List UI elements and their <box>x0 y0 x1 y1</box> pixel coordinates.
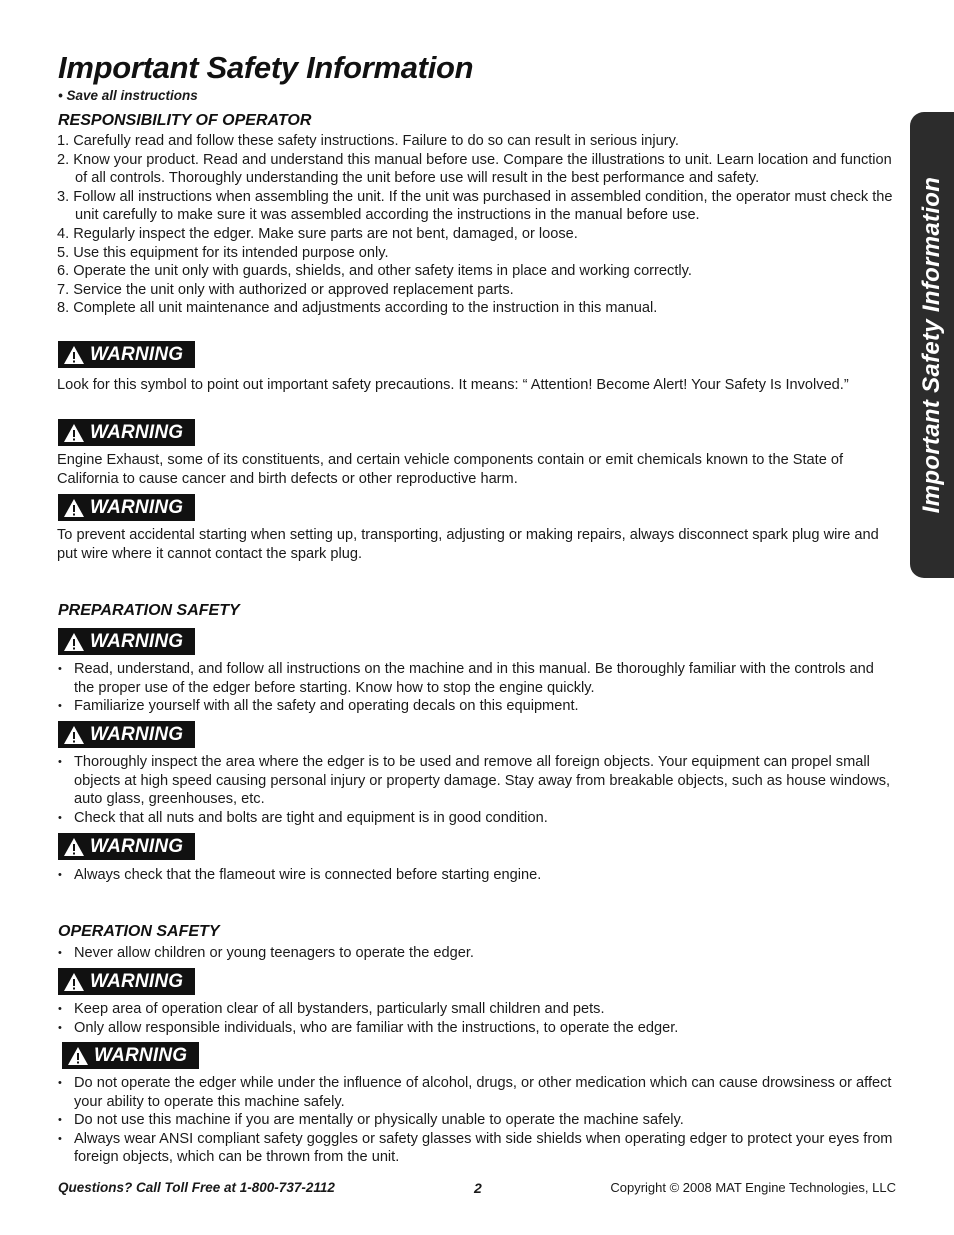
warning-label: WARNING <box>90 496 184 518</box>
operation-group-0 <box>57 944 897 963</box>
list-item: • Always check that the flameout wire is connected before starting engine. <box>58 867 542 883</box>
page-number: 2 <box>474 1180 482 1196</box>
preparation-heading: PREPARATION SAFETY <box>58 602 240 619</box>
page-title: Important Safety Information <box>58 50 474 85</box>
bullet-list <box>57 1000 897 1037</box>
warning-exhaust-text <box>57 451 897 488</box>
preparation-group-3 <box>57 866 897 885</box>
bullet-list <box>57 866 897 885</box>
warning-triangle-icon <box>67 1046 89 1066</box>
paragraph: To prevent accidental starting when setting up, transporting, adjusting or making repairs, always disconnect spark plug wire and put wire where it cannot contact the spark plug. <box>57 527 879 562</box>
warning-symbol-text <box>57 376 897 395</box>
warning-triangle-icon <box>63 345 85 365</box>
bullet-list <box>57 753 897 827</box>
operation-heading: OPERATION SAFETY <box>58 923 220 940</box>
footer-copyright: Copyright © 2008 MAT Engine Technologies, LLC <box>610 1180 896 1195</box>
bullet-list <box>57 660 897 716</box>
warning-triangle-icon <box>63 498 85 518</box>
list-item: 8. Complete all unit maintenance and adjustments according to the instruction in this manual. <box>57 300 658 317</box>
warning-label: WARNING <box>90 723 184 745</box>
list-item: • Always wear ANSI compliant safety goggles or safety glasses with side shields when operating edger to protect your eyes from foreign objects, which can be thrown from the unit. <box>58 1130 893 1166</box>
operation-group-1 <box>57 1000 897 1037</box>
warning-badge <box>58 968 195 995</box>
warning-triangle-icon <box>63 725 85 745</box>
preparation-group-2 <box>57 753 897 827</box>
save-instructions-note: • Save all instructions <box>58 88 198 103</box>
list-item: • Keep area of operation clear of all bystanders, particularly small children and pets. <box>58 1001 605 1017</box>
warning-triangle-icon <box>63 837 85 857</box>
list-item: • Do not use this machine if you are mentally or physically unable to operate the machine safely. <box>58 1112 684 1129</box>
list-item: • Thoroughly inspect the area where the edger is to be used and remove all foreign objects. Your equipment can propel small objects at high speed causing personal injury or property damage. Stay away from breakable objects, such as house windows, auto glass, greenhouses, etc. <box>58 754 891 808</box>
warning-badge <box>58 628 195 655</box>
warning-badge <box>58 419 195 446</box>
warning-badge <box>58 341 195 368</box>
responsibility-list <box>57 132 897 318</box>
responsibility-list-block <box>57 132 897 318</box>
warning-label: WARNING <box>94 1044 188 1066</box>
bullet-list <box>57 944 897 963</box>
list-item: 1. Carefully read and follow these safety instructions. Failure to do so can result in serious injury. <box>57 133 679 149</box>
list-item: • Read, understand, and follow all instructions on the machine and in this manual. Be thoroughly familiar with the controls and the proper use of the edger before starting. Know how to stop the engine quickly. <box>58 661 874 696</box>
warning-label: WARNING <box>90 343 184 365</box>
list-item: • Familiarize yourself with all the safety and operating decals on this equipment. <box>58 698 579 715</box>
paragraph: Engine Exhaust, some of its constituents, and certain vehicle components contain or emit chemicals known to the State of California to cause cancer and birth defects or other reproductive harm. <box>57 452 844 487</box>
list-item: 2. Know your product. Read and understand this manual before use. Compare the illustrations to unit. Learn location and function of all controls. Thoroughly understanding the unit before use will result in the best performance and safety. <box>57 151 892 187</box>
footer-phone: Questions? Call Toll Free at 1-800-737-2112 <box>58 1180 335 1195</box>
warning-label: WARNING <box>90 421 184 443</box>
warning-badge <box>58 721 195 748</box>
warning-triangle-icon <box>63 632 85 652</box>
list-item: 3. Follow all instructions when assembling the unit. If the unit was purchased in assembled condition, the operator must check the unit carefully to make sure it was assembled according the instructions in the manual before use. <box>57 188 893 224</box>
preparation-group-1 <box>57 660 897 716</box>
warning-badge <box>58 833 195 860</box>
list-item: 7. Service the unit only with authorized or approved replacement parts. <box>57 281 514 298</box>
warning-triangle-icon <box>63 972 85 992</box>
list-item: 4. Regularly inspect the edger. Make sure parts are not bent, damaged, or loose. <box>57 225 578 242</box>
operation-group-2 <box>57 1074 897 1167</box>
warning-badge <box>58 494 195 521</box>
list-item: • Never allow children or young teenagers to operate the edger. <box>58 945 474 961</box>
list-item: • Check that all nuts and bolts are tight and equipment is in good condition. <box>58 809 548 826</box>
bullet-list <box>57 1074 897 1167</box>
side-tab <box>910 112 954 578</box>
list-item: 6. Operate the unit only with guards, shields, and other safety items in place and working correctly. <box>57 263 692 280</box>
paragraph: Look for this symbol to point out important safety precautions. It means: “ Attention! Become Alert! Your Safety Is Involved.” <box>57 377 849 393</box>
warning-triangle-icon <box>63 423 85 443</box>
warning-label: WARNING <box>90 970 184 992</box>
warning-label: WARNING <box>90 835 184 857</box>
side-tab-label: Important Safety Information <box>918 176 945 514</box>
warning-spark-text <box>57 526 897 563</box>
list-item: • Do not operate the edger while under the influence of alcohol, drugs, or other medication which can cause drowsiness or affect your ability to operate this machine safely. <box>58 1075 892 1110</box>
warning-badge <box>62 1042 199 1069</box>
list-item: • Only allow responsible individuals, who are familiar with the instructions, to operate the edger. <box>58 1019 679 1036</box>
list-item: 5. Use this equipment for its intended purpose only. <box>57 244 389 261</box>
warning-label: WARNING <box>90 630 184 652</box>
responsibility-heading: RESPONSIBILITY OF OPERATOR <box>58 112 312 129</box>
